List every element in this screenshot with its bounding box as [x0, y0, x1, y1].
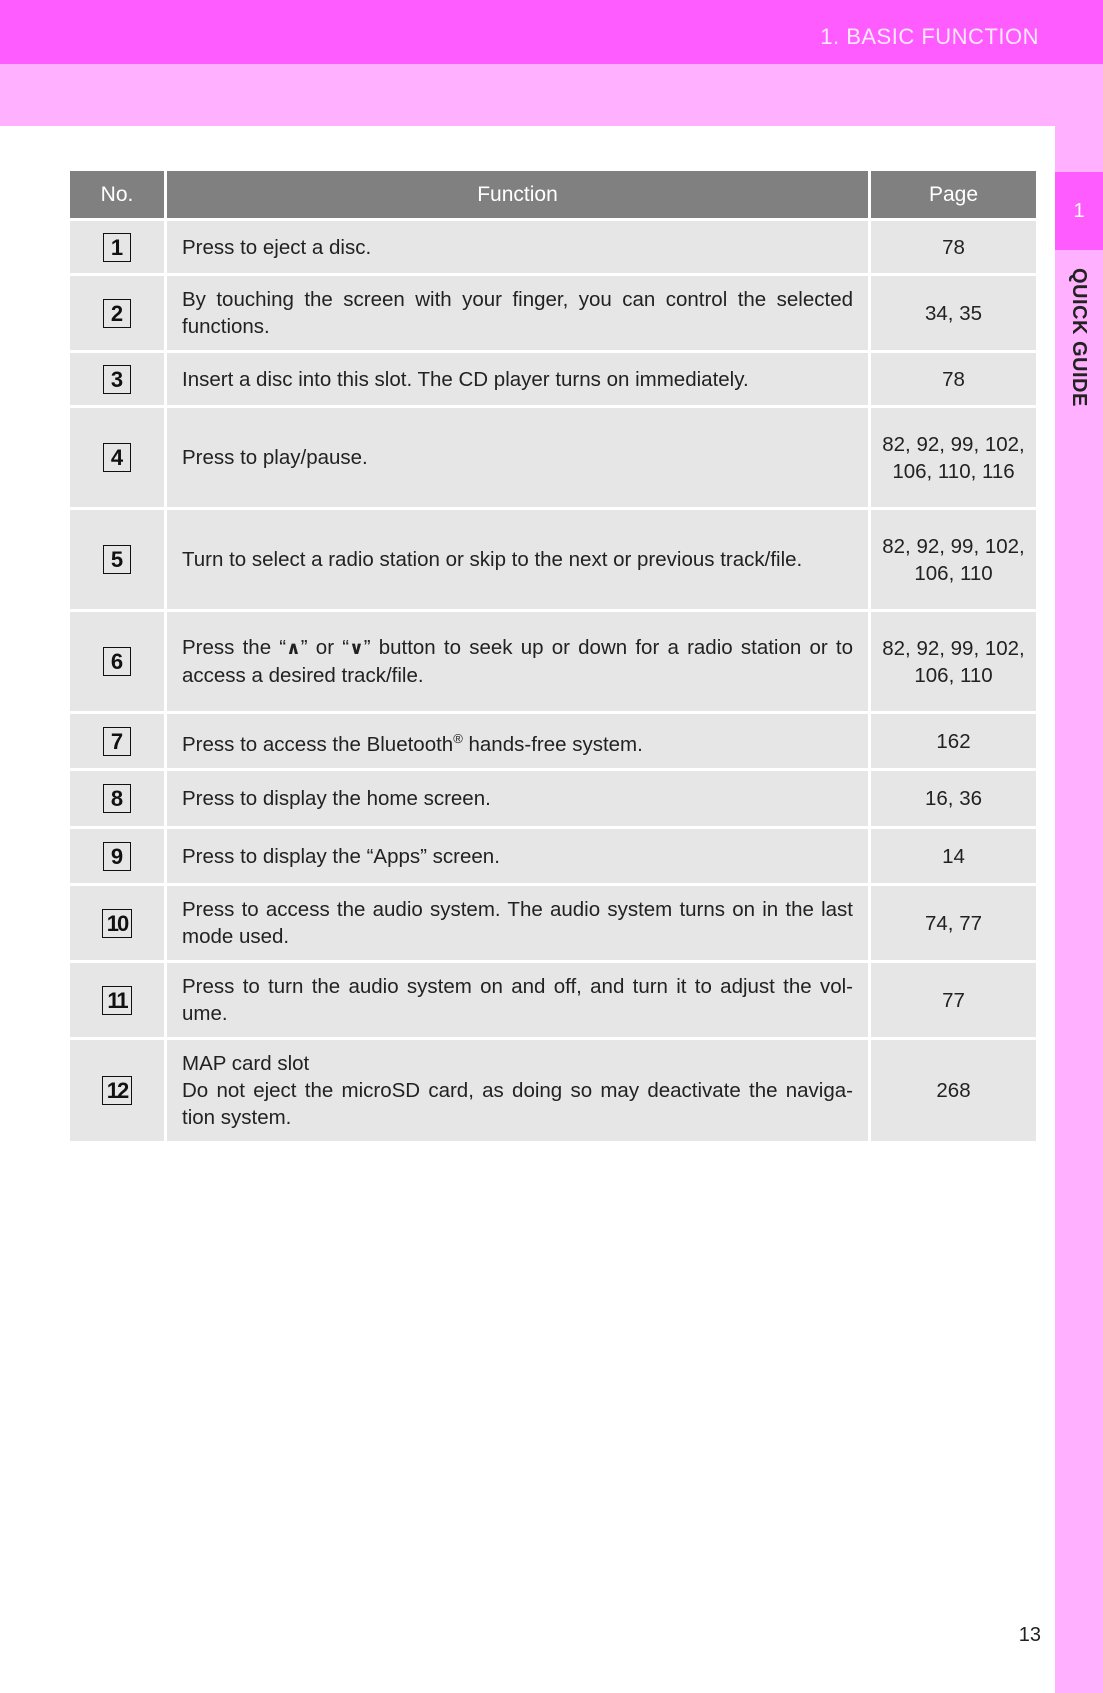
function-text: Press the “	[182, 636, 287, 659]
row-number-cell	[70, 886, 164, 960]
header-band	[0, 0, 1103, 64]
item-number-badge: 2	[103, 299, 131, 328]
section-title: 1. BASIC FUNCTION	[820, 24, 1039, 49]
row-number-cell	[70, 353, 164, 405]
page-cell: 82, 92, 99, 102, 106, 110	[871, 510, 1036, 609]
item-number-badge: 10	[102, 909, 132, 938]
registered-mark: ®	[453, 730, 463, 746]
page-cell: 82, 92, 99, 102, 106, 110	[871, 612, 1036, 711]
table-header-row	[70, 171, 1036, 218]
table-row	[70, 771, 1036, 826]
table-row	[70, 408, 1036, 507]
row-number-cell	[70, 963, 164, 1037]
page-cell: 74, 77	[871, 886, 1036, 960]
chapter-tab[interactable]: 1	[1055, 172, 1103, 250]
side-tab-label: QUICK GUIDE	[1068, 268, 1090, 407]
page-cell: 78	[871, 221, 1036, 273]
item-number-badge: 9	[103, 842, 131, 871]
function-text: Do not eject the microSD card, as doing so may deactivate the naviga-tion system.	[182, 1079, 853, 1129]
item-number-badge: 1	[103, 233, 131, 262]
function-text: Press to access the Bluetooth	[182, 732, 454, 756]
page-cell: 34, 35	[871, 276, 1036, 350]
header-sub-band	[0, 64, 1103, 126]
item-number-badge: 4	[103, 443, 131, 472]
table-row	[70, 963, 1036, 1037]
seek-down-icon: ∨	[349, 638, 364, 658]
function-text: ” button to seek up or down for a radio station or to access a desired track/file.	[182, 636, 853, 687]
function-cell: Press to eject a disc.	[167, 221, 868, 273]
row-number-cell	[70, 612, 164, 711]
row-number-cell	[70, 829, 164, 883]
item-number-badge: 7	[103, 727, 131, 756]
function-cell: Press to display the home screen.	[167, 771, 868, 826]
function-cell	[167, 612, 868, 711]
function-cell: Insert a disc into this slot. The CD player turns on immediately.	[167, 353, 868, 405]
table-row	[70, 221, 1036, 273]
column-header-function: Function	[167, 171, 868, 218]
page-number: 13	[1018, 1624, 1041, 1646]
column-header-page: Page	[871, 171, 1036, 218]
row-number-cell	[70, 714, 164, 768]
function-text: hands-free system.	[462, 732, 643, 756]
page-cell: 162	[871, 714, 1036, 768]
function-cell: Press to access the audio system. The audio system turns on in the last mode used.	[167, 886, 868, 960]
function-table	[67, 168, 1039, 1144]
table-row	[70, 276, 1036, 350]
function-cell: Turn to select a radio station or skip to the next or previous track/file.	[167, 510, 868, 609]
function-cell	[167, 1040, 868, 1141]
item-number-badge: 5	[103, 545, 131, 574]
table-row	[70, 886, 1036, 960]
page-cell: 14	[871, 829, 1036, 883]
row-number-cell	[70, 1040, 164, 1141]
table-row	[70, 1040, 1036, 1141]
function-cell: Press to display the “Apps” screen.	[167, 829, 868, 883]
table-row	[70, 714, 1036, 768]
page-cell: 16, 36	[871, 771, 1036, 826]
table-row	[70, 612, 1036, 711]
function-text: ” or “	[300, 636, 350, 659]
item-number-badge: 6	[103, 647, 131, 676]
row-number-cell	[70, 510, 164, 609]
page-cell: 78	[871, 353, 1036, 405]
item-number-badge: 12	[102, 1076, 132, 1105]
table-row	[70, 353, 1036, 405]
seek-up-icon: ∧	[286, 638, 301, 658]
item-number-badge: 3	[103, 365, 131, 394]
column-header-no: No.	[70, 171, 164, 218]
function-cell: Press to turn the audio system on and off, and turn it to adjust the vol-ume.	[167, 963, 868, 1037]
table-row	[70, 829, 1036, 883]
table-row	[70, 510, 1036, 609]
page-cell: 82, 92, 99, 102, 106, 110, 116	[871, 408, 1036, 507]
function-text: MAP card slot	[182, 1052, 310, 1075]
item-number-badge: 11	[102, 986, 132, 1015]
row-number-cell	[70, 276, 164, 350]
page-cell: 77	[871, 963, 1036, 1037]
row-number-cell	[70, 771, 164, 826]
page-cell: 268	[871, 1040, 1036, 1141]
item-number-badge: 8	[103, 784, 131, 813]
function-cell: Press to play/pause.	[167, 408, 868, 507]
row-number-cell	[70, 408, 164, 507]
function-cell: By touching the screen with your finger, you can control the selected functions.	[167, 276, 868, 350]
row-number-cell	[70, 221, 164, 273]
function-cell	[167, 714, 868, 768]
